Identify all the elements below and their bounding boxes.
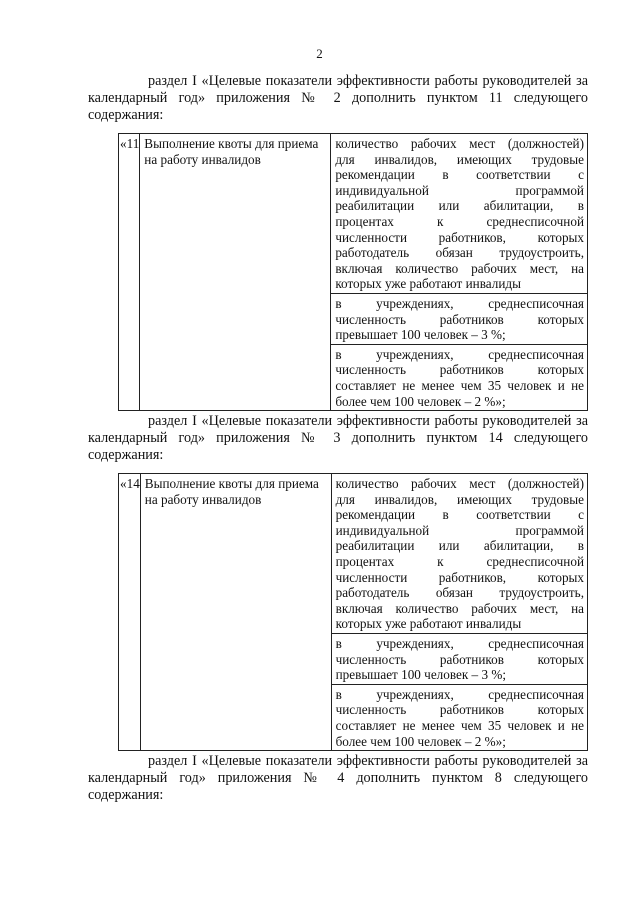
criteria-line: численность работников которых <box>335 362 584 378</box>
criteria-line: реабилитации или абилитации, в <box>335 538 584 554</box>
criteria-35-to-100 <box>332 684 587 750</box>
criteria-line: в учреждениях, среднесписочная <box>335 346 584 362</box>
intro-paragraph-2 <box>88 413 588 464</box>
criteria-line: более чем 100 человек – 2 %»; <box>335 393 506 409</box>
intro-paragraph-1 <box>88 73 588 124</box>
criteria-35-to-100 <box>331 344 587 410</box>
intro-line: содержания: <box>88 447 164 463</box>
criteria-over-100 <box>332 633 587 684</box>
intro-line: раздел I «Целевые показатели эффективности работы руководителей за <box>148 753 588 769</box>
item-number: «14 <box>119 474 141 751</box>
item-number: «11 <box>119 134 140 411</box>
criteria-line: индивидуальной программой <box>335 182 584 198</box>
table-row <box>119 474 588 751</box>
criteria-line: реабилитации или абилитации, в <box>335 198 584 214</box>
indicator-table-2 <box>118 473 588 751</box>
criteria-line: включая количество рабочих мест, на <box>335 600 584 616</box>
intro-line: календарный год» приложения № 2 дополнить пунктом 11 следующего <box>88 90 588 106</box>
criteria-line: работодатель обязан трудоустроить, <box>335 245 584 261</box>
indicator-criteria <box>331 474 587 751</box>
criteria-line: численность работников которых <box>335 651 584 667</box>
page-number: 2 <box>316 46 323 61</box>
criteria-line: в учреждениях, среднесписочная <box>335 686 584 702</box>
criteria-line: превышает 100 человек – 3 %; <box>335 667 506 683</box>
criteria-line: работодатель обязан трудоустроить, <box>335 585 584 601</box>
criteria-line: численность работников которых <box>335 311 584 327</box>
intro-line: календарный год» приложения № 4 дополнить пунктом 8 следующего <box>88 770 588 786</box>
criteria-line: для инвалидов, имеющих трудовые <box>335 491 584 507</box>
criteria-main <box>331 134 587 293</box>
criteria-line: численность работников которых <box>335 702 584 718</box>
criteria-line: которых уже работают инвалиды <box>335 616 522 632</box>
intro-line: календарный год» приложения № 3 дополнить пунктом 14 следующего <box>88 430 588 446</box>
indicator-name: Выполнение квоты для приема на работу инвалидов <box>140 134 331 411</box>
indicator-table-1 <box>118 133 588 411</box>
criteria-line: индивидуальной программой <box>335 522 584 538</box>
criteria-line: количество рабочих мест (должностей) <box>335 476 584 491</box>
intro-line: раздел I «Целевые показатели эффективности работы руководителей за <box>148 73 588 89</box>
criteria-line: численности работников, которых <box>335 569 584 585</box>
criteria-line: для инвалидов, имеющих трудовые <box>335 151 584 167</box>
criteria-line: которых уже работают инвалиды <box>335 276 521 292</box>
criteria-line: численности работников, которых <box>335 229 584 245</box>
criteria-main <box>332 474 587 633</box>
criteria-line: в учреждениях, среднесписочная <box>335 295 584 311</box>
criteria-line: процентах к среднесписочной <box>335 213 584 229</box>
intro-line: содержания: <box>88 787 164 803</box>
intro-line: содержания: <box>88 107 164 123</box>
criteria-line: рекомендации в соответствии с <box>335 167 584 183</box>
intro-line: раздел I «Целевые показатели эффективности работы руководителей за <box>148 413 588 429</box>
table-row <box>119 134 588 411</box>
criteria-line: составляет не менее чем 35 человек и не <box>335 717 584 733</box>
criteria-line: превышает 100 человек – 3 %; <box>335 327 506 343</box>
criteria-line: в учреждениях, среднесписочная <box>335 635 584 651</box>
intro-paragraph-3 <box>88 753 588 804</box>
criteria-line: составляет не менее чем 35 человек и не <box>335 377 584 393</box>
indicator-criteria <box>331 134 588 411</box>
criteria-line: включая количество рабочих мест, на <box>335 260 584 276</box>
criteria-over-100 <box>331 293 587 344</box>
indicator-name: Выполнение квоты для приема на работу инвалидов <box>140 474 331 751</box>
criteria-line: более чем 100 человек – 2 %»; <box>335 733 506 749</box>
criteria-line: процентах к среднесписочной <box>335 553 584 569</box>
criteria-line: количество рабочих мест (должностей) <box>335 136 584 151</box>
criteria-line: рекомендации в соответствии с <box>335 507 584 523</box>
